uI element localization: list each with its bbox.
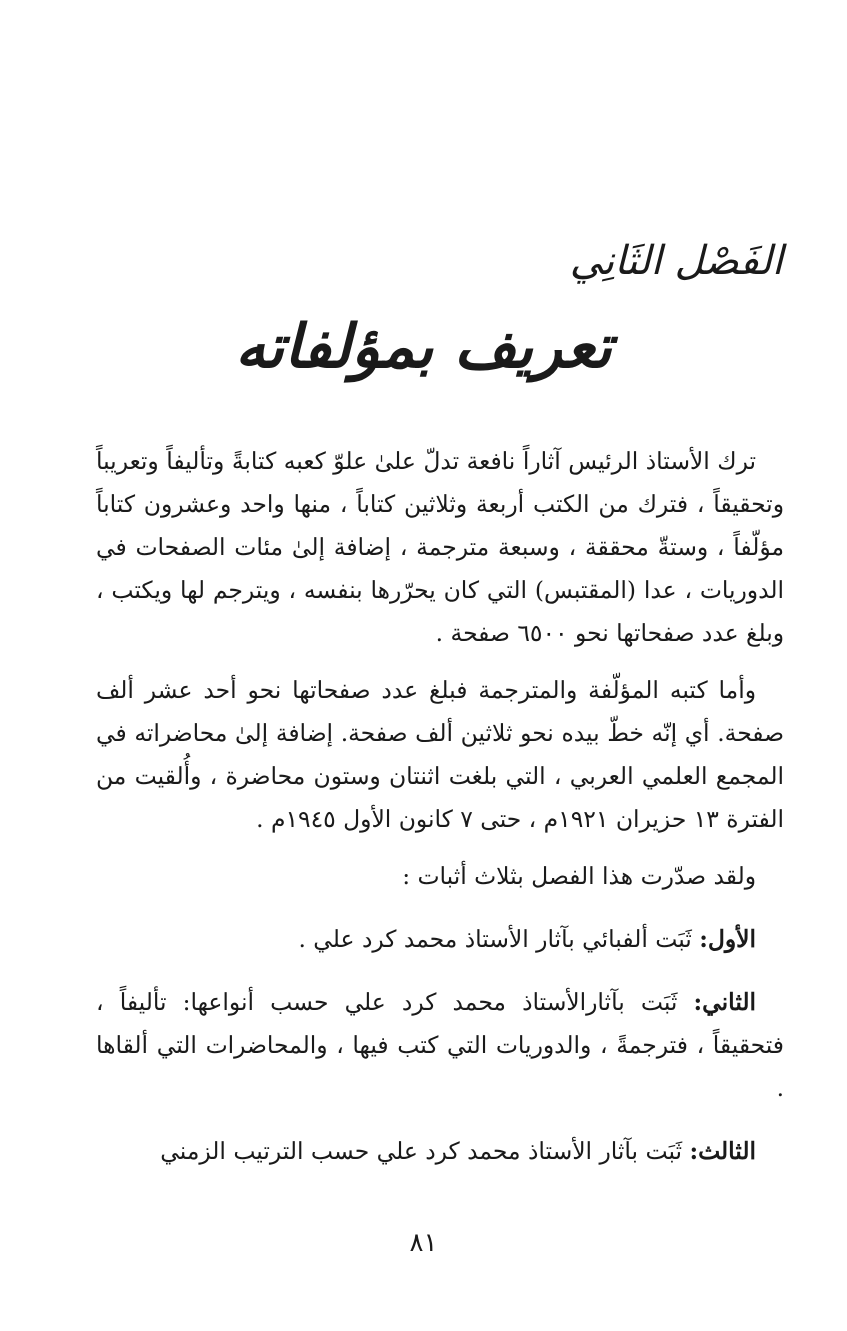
list-item-second	[96, 981, 784, 1110]
list-item-lead: الأول:	[699, 925, 756, 953]
page-number: ٨١	[409, 1228, 438, 1258]
chapter-label: الفَصْل الثَانِي	[569, 238, 783, 284]
list-item-text: ثَبَت ألفبائي بآثار الأستاذ محمد كرد علي .	[298, 925, 700, 953]
list-item-text: ثَبَت بآثار الأستاذ محمد كرد علي حسب الترتيب الزمني	[160, 1137, 690, 1165]
list-item-first	[96, 918, 784, 961]
paragraph-books-count: وأما كتبه المؤلّفة والمترجمة فبلغ عدد صفحاتها نحو أحد عشر ألف صفحة. أي إنّه خطّ بيده نحو ثلاثين ألف صفحة. إضافة إلىٰ محاضراته في المجمع العلمي العربي ، التي بلغت اثنتان وستون محاضرة ، وأُلقيت من الفترة ١٣ حزيران ١٩٢١م ، حتى ٧ كانون الأول ١٩٤٥م .	[96, 676, 784, 833]
body-text	[96, 440, 784, 1173]
paragraph-intro: ترك الأستاذ الرئيس آثاراً نافعة تدلّ علىٰ علوّ كعبه كتابةً وتأليفاً وتعريباً وتحقيقاً ، فترك من الكتب أربعة وثلاثين كتاباً ، منها واحد وعشرون كتاباً مؤلّفاً ، وستةّ محققة ، وسبعة مترجمة ، إضافة إلىٰ مئات الصفحات في الدوريات ، عدا (المقتبس) التي كان يحرّرها بنفسه ، ويترجم لها ويكتب ، وبلغ عدد صفحاتها نحو ٦٥٠٠ صفحة .	[96, 447, 784, 647]
list-item-text: ثَبَت بآثارالأستاذ محمد كرد علي حسب أنواعها: تأليفاً ، فتحقيقاً ، فترجمةً ، والدوريات التي كتب فيها ، والمحاضرات التي ألقاها .	[96, 988, 784, 1102]
list-item-lead: الثالث:	[689, 1137, 756, 1165]
paragraph-lists-intro: ولقد صدّرت هذا الفصل بثلاث أثبات :	[402, 862, 756, 890]
list-item-third	[96, 1130, 784, 1173]
chapter-title: تعريف بمؤلفاته	[235, 312, 612, 382]
list-item-lead: الثاني:	[693, 988, 756, 1016]
